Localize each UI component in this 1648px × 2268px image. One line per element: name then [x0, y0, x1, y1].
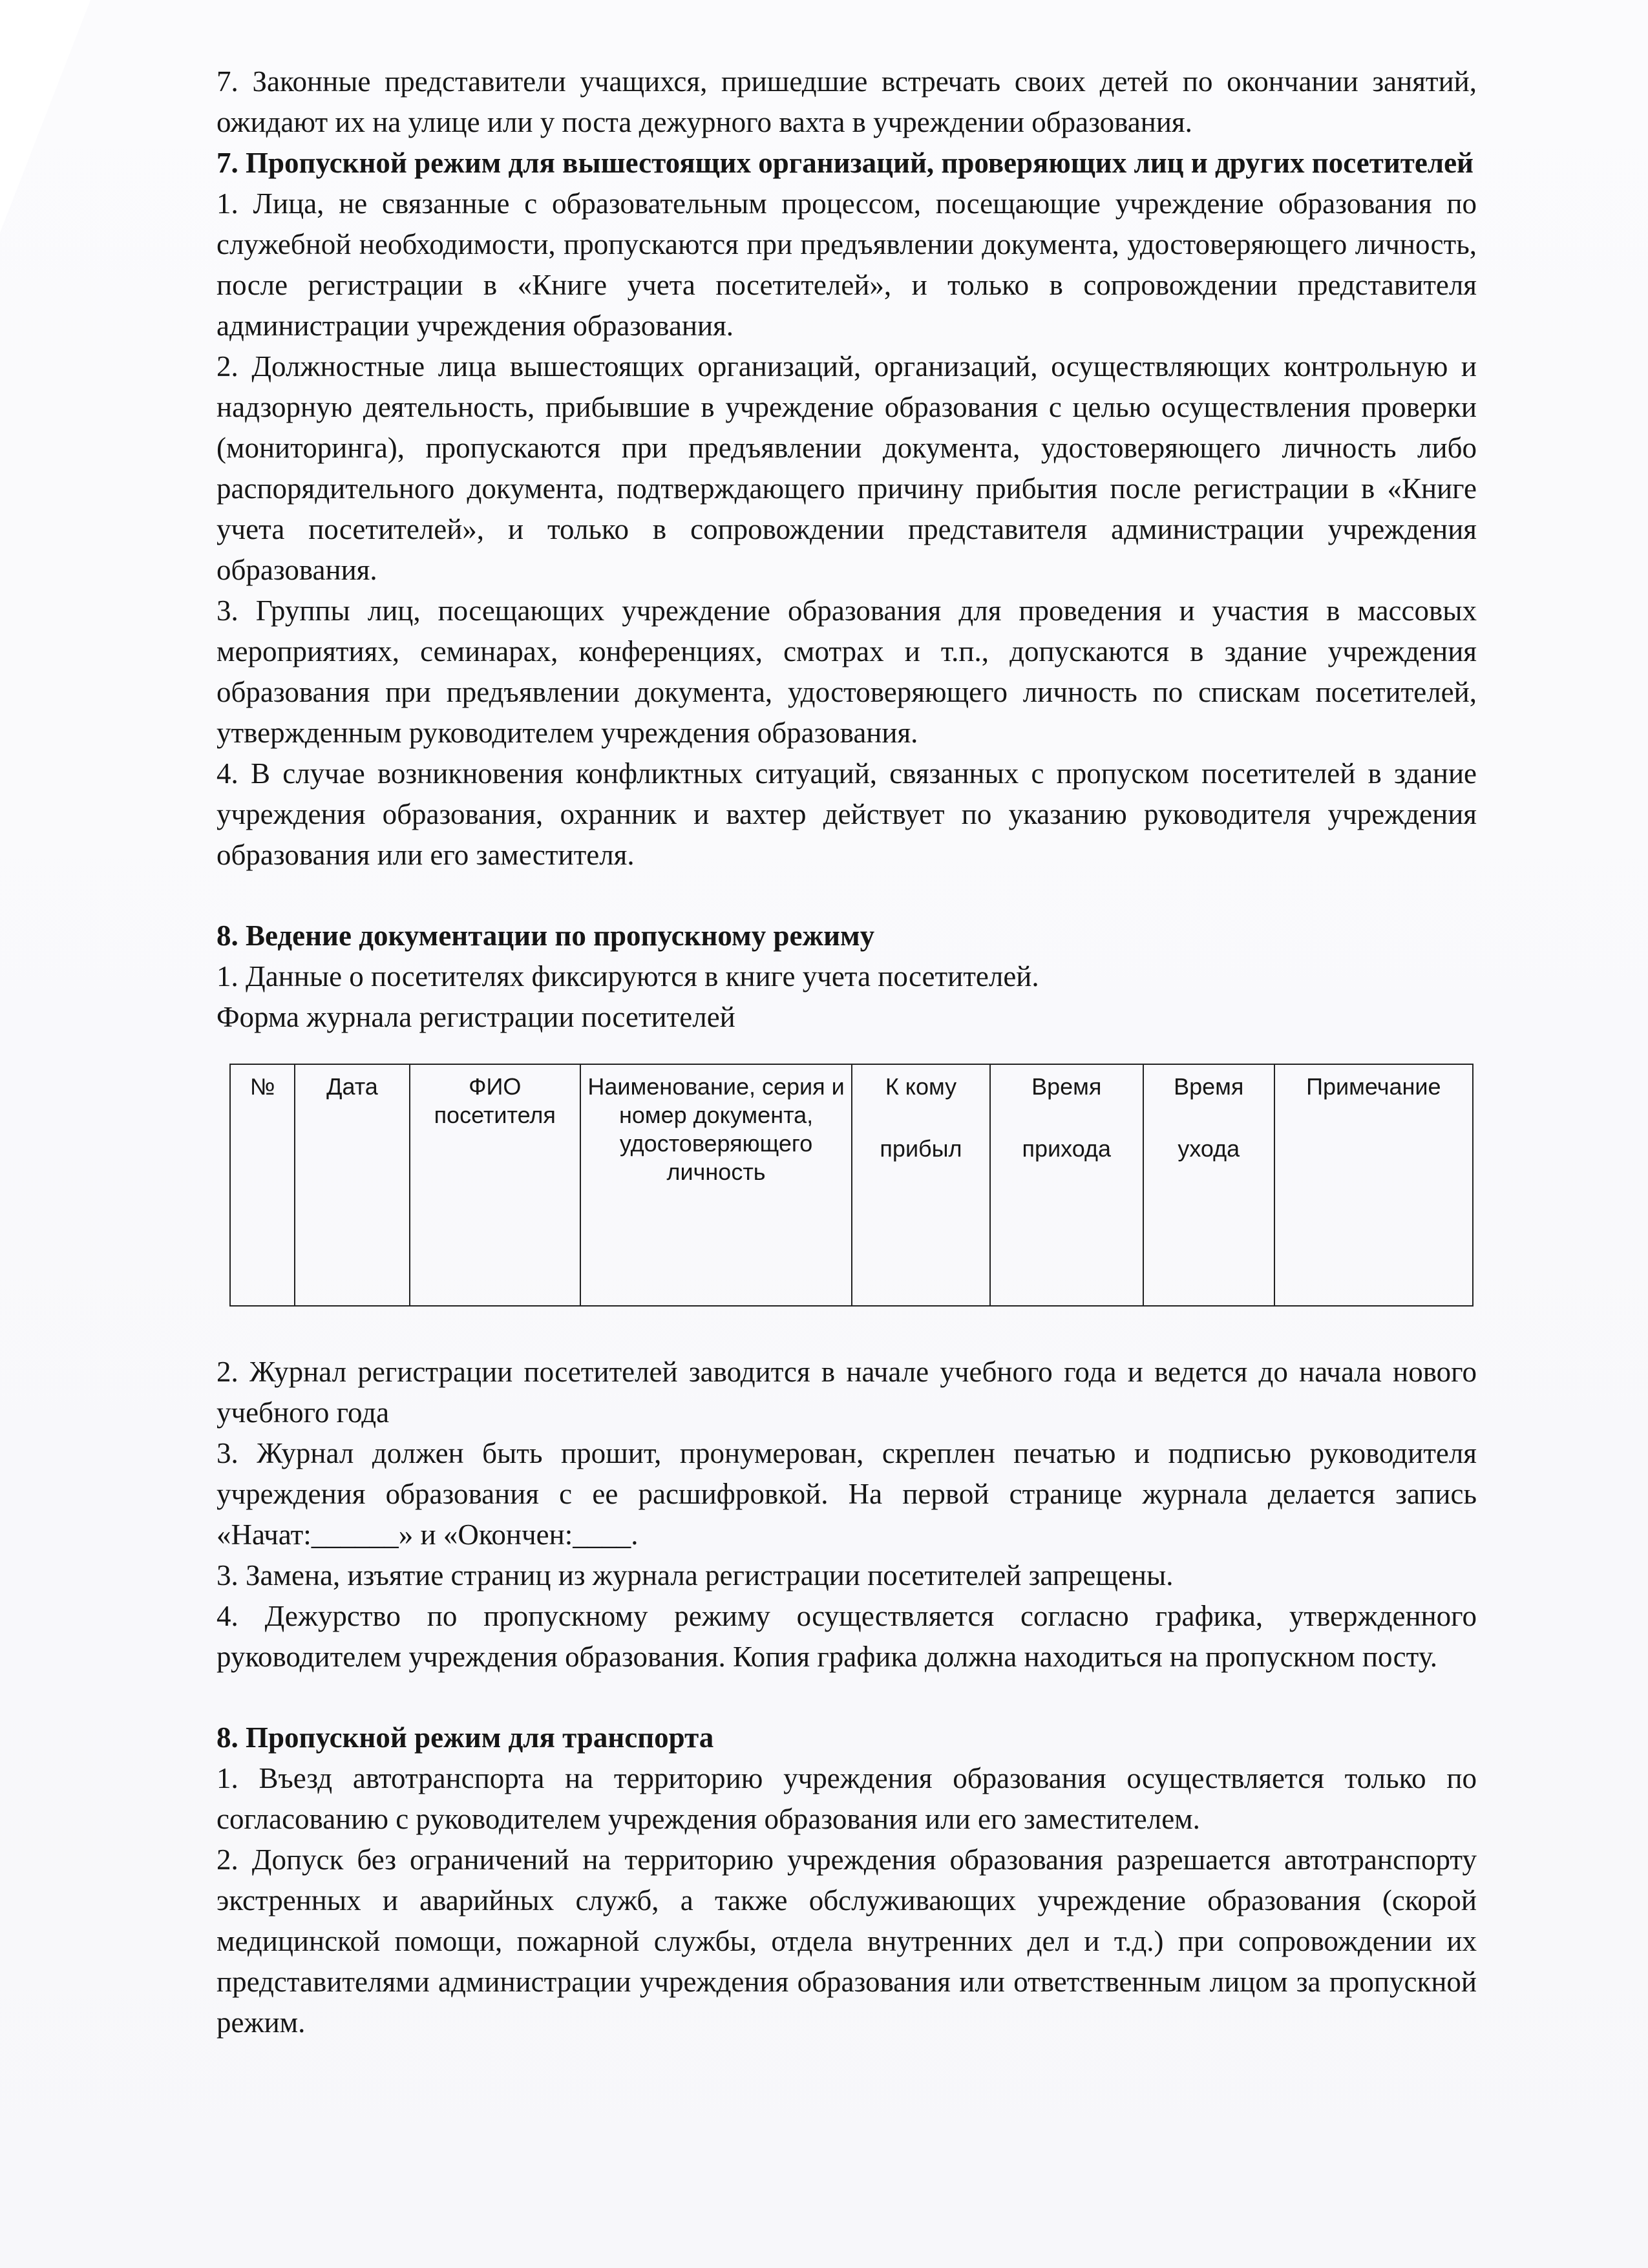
header-arrival-line-1: Время — [1031, 1073, 1102, 1100]
section-8-transport-title: 8. Пропускной режим для транспорта — [217, 1721, 714, 1754]
section-8-docs-item-4: 4. Дежурство по пропускному режиму осуществляется согласно графика, утвержденного руководителем учреждения образования. Копия графика должна находиться на пропускном посту. — [217, 1600, 1477, 1673]
header-document: Наименование, серия и номер документа, удостоверяющего личность — [580, 1064, 852, 1306]
section-8-docs-title: 8. Ведение документации по пропускному режиму — [217, 919, 875, 952]
header-departure-line-2: ухода — [1178, 1135, 1240, 1162]
section-7-item-1: 1. Лица, не связанные с образовательным процессом, посещающие учреждение образования по служебной необходимости, пропускаются при предъявлении документа, удостоверяющего личность, после регистрации в «Книге учета посетителей», и только в сопровождении представителя администрации учреждения образования. — [217, 187, 1477, 342]
visitor-journal-table — [229, 1064, 1474, 1307]
section-7-item-3: 3. Группы лиц, посещающих учреждение образования для проведения и участия в массовых мероприятиях, семинарах, конференциях, смотрах и т.п., допускаются в здание учреждения образования при предъявлении документа, удостоверяющего личность по спискам посетителей, утвержденным руководителем учреждения образования. — [217, 594, 1477, 749]
section-8-docs-item-2: 2. Журнал регистрации посетителей заводится в начале учебного года и ведется до начала нового учебного года — [217, 1356, 1477, 1429]
section-7-item-2: 2. Должностные лица вышестоящих организаций, организаций, осуществляющих контрольную и надзорную деятельность, прибывшие в учреждение образования с целью осуществления проверки (мониторинга), пропускаются при предъявлении документа, удостоверяющего личность либо распорядительного документа, подтверждающего причину прибытия после регистрации в «Книге учета посетителей», и только в сопровождении представителя администрации учреждения образования. — [217, 350, 1477, 586]
header-arrival-time — [990, 1064, 1143, 1306]
page-corner-shadow — [0, 0, 90, 233]
header-number: № — [230, 1064, 295, 1306]
section-8-docs-item-3b: 3. Замена, изъятие страниц из журнала регистрации посетителей запрещены. — [217, 1559, 1174, 1591]
section-8-docs-item-3: 3. Журнал должен быть прошит, пронумерован, скреплен печатью и подписью руководителя учреждения образования с ее расшифровкой. На первой странице журнала делается запись «Начат:______» и «Окончен:____. — [217, 1437, 1477, 1551]
spacer — [217, 1307, 1477, 1352]
header-to-whom-line-1: К кому — [885, 1073, 957, 1100]
header-date: Дата — [295, 1064, 409, 1306]
section-8-transport-item-2: 2. Допуск без ограничений на территорию учреждения образования разрешается автотранспорту экстренных и аварийных служб, а также обслуживающих учреждение образования (скорой медицинской помощи, пожарной службы, отдела внутренних дел и т.д.) при сопровождении их представителями администрации учреждения образования или ответственным лицом за пропускной режим. — [217, 1843, 1477, 2039]
table-header-row — [230, 1064, 1473, 1306]
section-7-title: 7. Пропускной режим для вышестоящих организаций, проверяющих лиц и других посетителей — [217, 147, 1474, 179]
header-arrival-line-2: прихода — [1022, 1135, 1112, 1162]
header-departure-time — [1143, 1064, 1274, 1306]
header-to-whom-line-2: прибыл — [880, 1135, 962, 1162]
header-to-whom — [852, 1064, 989, 1306]
section-8-docs-intro-2: Форма журнала регистрации посетителей — [217, 1001, 735, 1033]
header-note: Примечание — [1274, 1064, 1473, 1306]
header-departure-line-1: Время — [1174, 1073, 1244, 1100]
spacer — [217, 876, 1477, 916]
spacer — [217, 1038, 1477, 1064]
header-visitor-name: ФИО посетителя — [410, 1064, 580, 1306]
section-8-docs-intro-1: 1. Данные о посетителях фиксируются в книге учета посетителей. — [217, 960, 1039, 992]
section-8-transport-item-1: 1. Въезд автотранспорта на территорию учреждения образования осуществляется только по согласованию с руководителем учреждения образования или его заместителем. — [217, 1762, 1477, 1835]
spacer — [217, 1677, 1477, 1717]
section-7-item-4: 4. В случае возникновения конфликтных ситуаций, связанных с пропуском посетителей в здание учреждения образования, охранник и вахтер действует по указанию руководителя учреждения образования или его заместителя. — [217, 757, 1477, 871]
document-body — [217, 61, 1477, 2043]
paragraph-parents-waiting: 7. Законные представители учащихся, пришедшие встречать своих детей по окончании занятий, ожидают их на улице или у поста дежурного вахта в учреждении образования. — [217, 65, 1477, 138]
